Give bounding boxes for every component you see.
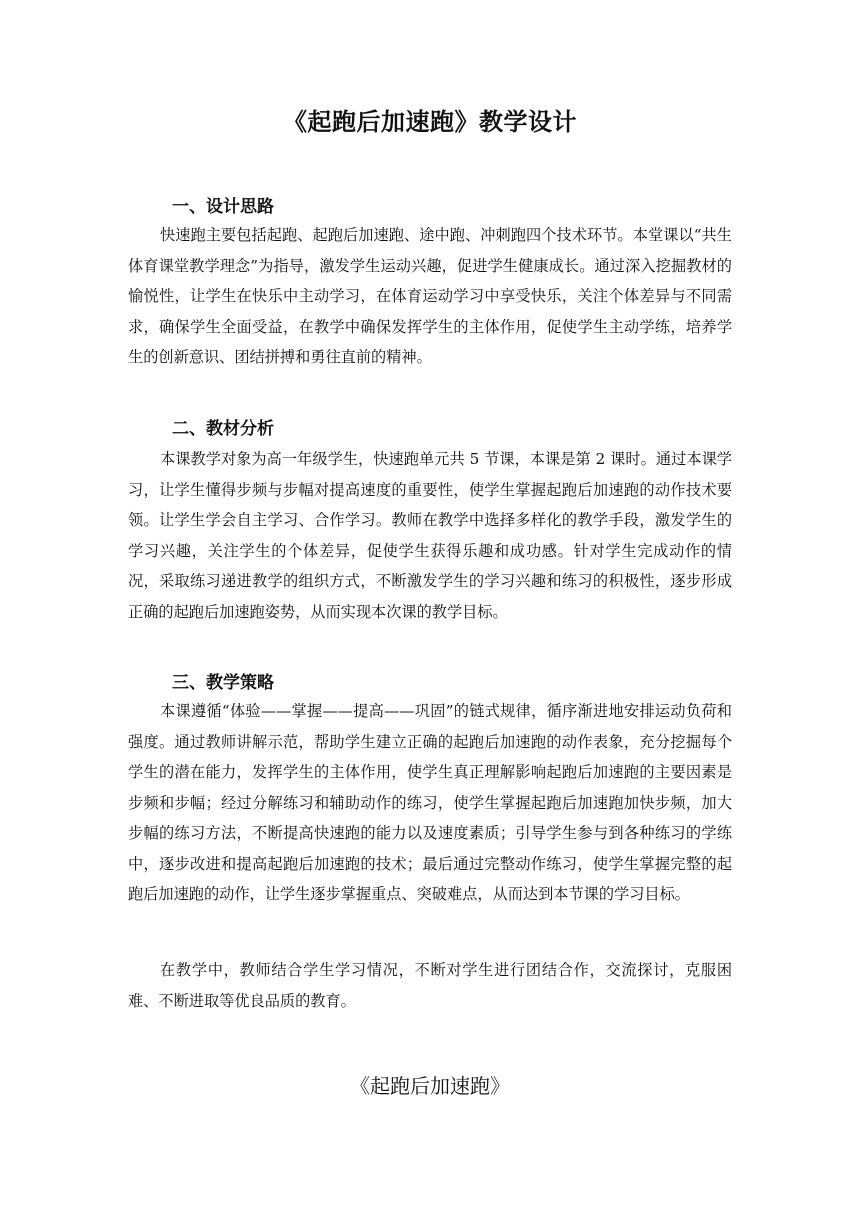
section-heading-material-analysis: 二、教材分析 (172, 419, 274, 439)
lesson-subtitle: 《起跑后加速跑》 (350, 1074, 510, 1098)
section-heading-teaching-strategy: 三、教学策略 (172, 673, 274, 693)
paragraph-teaching-education: 在教学中，教师结合学生学习情况，不断对学生进行团结合作，交流探讨，克服困难、不断进取等优良品质的教育。 (128, 961, 732, 1010)
paragraph-teaching-strategy: 本课遵循“体验——掌握——提高——巩固”的链式规律，循序渐进地安排运动负荷和强度。通过教师讲解示范，帮助学生建立正确的起跑后加速跑的动作表象，充分挖掘每个学生的潜在能力，发挥学生的主体作用，使学生真正理解影响起跑后加速跑的主要因素是步频和步幅；经过分解练习和辅助动作的练习，使学生掌握起跑后加速跑加快步频，加大步幅的练习方法，不断提高快速跑的能力以及速度素质；引导学生参与到各种练习的学练中，逐步改进和提高起跑后加速跑的技术；最后通过完整动作练习，使学生掌握完整的起跑后加速跑的动作，让学生逐步掌握重点、突破难点，从而达到本节课的学习目标。 (128, 702, 732, 903)
paragraph-design-idea: 快速跑主要包括起跑、起跑后加速跑、途中跑、冲刺跑四个技术环节。本堂课以“共生体育课堂教学理念”为指导，激发学生运动兴趣，促进学生健康成长。通过深入挖掘教材的愉悦性，让学生在快乐中主动学习，在体育运动学习中享受快乐，关注个体差异与不同需求，确保学生全面受益，在教学中确保发挥学生的主体作用，促使学生主动学练，培养学生的创新意识、团结拼搏和勇往直前的精神。 (128, 226, 732, 366)
section-heading-design-idea: 一、设计思路 (172, 197, 274, 217)
paragraph-material-analysis: 本课教学对象为高一年级学生，快速跑单元共 5 节课，本课是第 2 课时。通过本课学习，让学生懂得步频与步幅对提高速度的重要性，使学生掌握起跑后加速跑的动作技术要领。让学生学会自主学习、合作学习。教师在教学中选择多样化的教学手段，激发学生的学习兴趣，关注学生的个体差异，促使学生获得乐趣和成功感。针对学生完成动作的情况，采取练习递进教学的组织方式，不断激发学生的学习兴趣和练习的积极性，逐步形成正确的起跑后加速跑姿势，从而实现本次课的教学目标。 (128, 450, 732, 621)
document-title: 《起跑后加速跑》教学设计 (283, 108, 577, 136)
